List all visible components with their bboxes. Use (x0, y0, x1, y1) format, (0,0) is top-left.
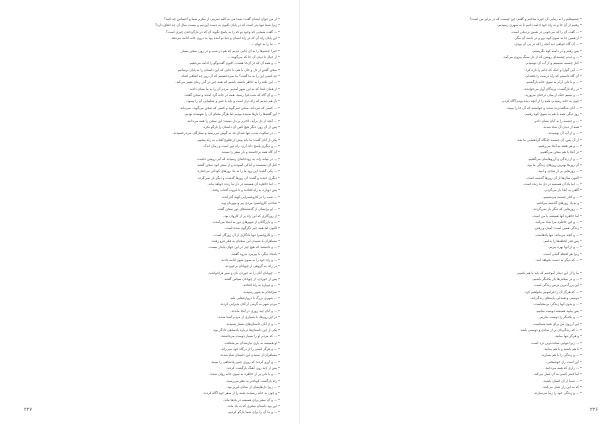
text-line: • پس دوباره به راه افتادند و تا غروب آفتاب رفتند. (211, 188, 280, 193)
text-line: • ... و بدون آنها زندگی بی‌معناست. (533, 302, 582, 307)
text-line: • ... آنچه از دل برآید، لاجرم بر دل نشیند؛ این سخن را همه می‌دانند. (186, 118, 280, 123)
text-line: • از روزگاری که این راه پر از کاروان بود. (223, 213, 280, 218)
text-line: • آن گاه همه برخاستند و بار سفر را بستند. (220, 150, 280, 155)
text-line: • ... و نسیم خنک از میان درختان می‌وزید. (524, 93, 582, 98)
text-line: • مسافران از شنیدن این داستان شاد شدند. (219, 353, 280, 358)
text-line: • ... و همه آن که در آن‌جا هست، اکنون گفت‌وگو را ادامه می‌دهیم. (188, 61, 280, 66)
text-line: • ... و با دلی پر از خاطره به سوی خانه روان شدند. (208, 372, 280, 377)
text-line: • ... این نکته را به خاطر داشته باشیم که همه چیز در گذر زمان تغییر می‌کند. (175, 80, 280, 85)
text-line: • ... اما خاطره آن همیشه در دل ما زنده خواهد ماند. (207, 181, 280, 186)
text-line: • مردم شهر به گرمی از آنان پذیرایی کردند. (219, 302, 280, 307)
text-line: • ... و آن سفر برای همیشه در یادها ماند. (223, 397, 280, 402)
text-line: • آن روزها بهترین روزهای زندگی ما بود. (526, 162, 582, 167)
text-line: • ... و زندگی را با هم بسازید. (540, 353, 582, 358)
right-page-text (320, 16, 582, 397)
text-line: • از همین جا به سوی کوه برو و در دامنه آن بنگر. (514, 36, 582, 41)
text-line: • پس رفتم و در دامنه کوه نگریستم. (532, 48, 582, 53)
text-line: • ... و کنار چشمه می‌نشینم. (542, 194, 582, 199)
text-line: • سخن گفتن از دل و جان با هم، تا جایی که این داستان را به پایان برسانیم (177, 67, 280, 72)
text-line: • ... که زندگی‌تان پر از شادی و دوستی باشد. (519, 327, 582, 332)
text-line: • ... آن گاه خواهی دید آنچه را که در پی آن بودی. (514, 42, 582, 47)
text-line: • ... یکی گفت: این رود ما را به یاد روزهای کودکی می‌اندازد. (196, 169, 280, 174)
text-line: • در این روزها، با بسیاری از مردم آشنا شدند. (217, 315, 280, 320)
text-line: • ... زیرا تنهایی سخت‌ترین درد است. (530, 340, 582, 345)
text-line: • ... شهری بزرگ با دروازه‌هایی بلند. (229, 296, 280, 301)
text-line: • ... روزهایی پر از شادی و امید. (537, 169, 582, 174)
text-line: • ... رازی که همه می‌دانند. (544, 365, 582, 370)
text-line: • ... و دانستند که هیچ چیز در این جهان پایدار نیست. (208, 245, 280, 250)
text-line: • اکنون اما همه چیز دگرگون شده است. (224, 226, 280, 231)
text-line: • در راه، به گروهی از چوپانان برخوردند. (224, 264, 280, 269)
text-line: • چه کسی این را به ما گفت؟ ما نمی‌دانستیم که آن روز چه اتفاقی افتاد. (180, 74, 280, 79)
text-line: • ... آبی گوارا و خنک که جانم را تازه کرد. (524, 67, 582, 72)
text-line: • و چون به خانه رسیدند، همه را از سفر خود آگاه کردند. (202, 391, 280, 396)
text-line: • کنار آن نشستند و اندکی آسودند و از سفر خود سخن گفتند. (196, 162, 280, 167)
text-line: • سرانجام به شهر رسیدند. (242, 289, 280, 294)
text-line: • ... آنان شگفت‌زده شدند و خواستند که آن جا را ببینند. (506, 105, 582, 110)
text-line: • در آنجا با هم سخن می‌گفتیم. (539, 150, 582, 155)
text-line: • از من جوان ایشان گفت: شما می‌ به کلید تمرینی از مکرم شما و احساس چه کنید؟ (164, 17, 280, 21)
left-page-number: ۲۲۷ (24, 407, 33, 413)
text-line: • ... و در سختی‌ها یار یکدیگر باشیم. (532, 277, 582, 282)
text-line: • ... چوپانان آنان را به خوردن نان و شیر فراخواندند. (207, 270, 280, 275)
text-line: • ... زیرا دل‌هایشان از شادی لبریز بود. (226, 384, 280, 389)
left-page-text (18, 16, 280, 416)
text-line: • این است راز خوشبختی. (546, 359, 582, 364)
text-line: • گاهی به آنجا باز می‌گردم. (544, 188, 582, 193)
text-line: • اما کمتر کسی به آن عمل می‌کند. (533, 372, 582, 377)
text-line: • ... ما را به جهان ... (250, 42, 280, 47)
text-line: • روز دیگر، همه با هم به سوی کوه رفتیم. (524, 112, 582, 117)
text-line: • ... و آرزو کردند که روزی چنین پادشاهی را ببینند. (210, 359, 280, 364)
text-line: • ... شب را در کاروانسرایی کهنه گذراندند. (221, 194, 280, 199)
text-line: • ... و از آنان داستان‌های بسیار شنیدند. (225, 321, 280, 326)
text-line: • ... و دوباره به راه افتادند. (242, 283, 280, 288)
text-line: • ... و این خاطره مرا شاد می‌کند. (534, 220, 582, 224)
text-line: • ... و دیدم چشمه‌ای روشن که از دل سنگ بیرون می‌آمد. (502, 55, 582, 60)
text-line: • این آرزوی من برای همه شماست. (532, 321, 582, 326)
text-line: • ... روزهایی که دیگر باز نمی‌گردند. (532, 207, 582, 212)
text-line: • ... در سکوت شب، تنها صدای باد به گوش می‌رسید و ستارگان می‌درخشیدند. (172, 131, 280, 136)
text-line: • ... و ما آن را برای شما بازگو کردیم. (227, 410, 280, 415)
right-page-number: ۲۲۶ (590, 407, 599, 413)
text-line: • پس قدر لحظه‌ها را بدانیم. (543, 239, 582, 244)
text-line: • ... و با دلی آرام به سوی خانه بازگشتم. (525, 80, 582, 85)
text-line: • که به این راز عمل می‌کنند. (542, 384, 582, 389)
text-line: • چشم‌هایم را به زیبایی آن خیره ساختم و گفتم: این چیست که در برابر من است؟ (469, 17, 582, 21)
right-page (300, 0, 600, 424)
text-line: • ... و از آنها بهره ببریم. (548, 245, 582, 250)
text-line: • ... کسی که می‌داند، سخن نمی‌گوید و کسی که سخن می‌گوید، نمی‌داند. (179, 105, 280, 110)
text-line: • پس بیایید همیشه دوست بمانیم. (535, 308, 582, 313)
text-line: • با هم باشید و با هم بمانید. (543, 346, 582, 351)
text-line: • پس از چند روز، آهنگ بازگشت کردند. (226, 365, 280, 370)
text-line: • پس از آن روز، دیگر هیچ کس آن داستان را بازگو نکرد. (202, 124, 280, 129)
text-line: • ... اما یاد آن همیشه در دل ما زنده است. (523, 181, 582, 186)
text-line: • صاحب کاروانسرا مردی پیر و مهربان بود. (220, 200, 280, 205)
text-line: • رفتیم از آن جا و به راه خود ادامه دادیم تا به شهری رسیدیم. (497, 23, 582, 28)
text-line: • ... و هرگز کسی را از درگاه خود نمی‌راند. (220, 346, 280, 351)
text-line: • چون به خانه رسیدم، همه را از آنچه دیده بودم آگاه کردم. (501, 99, 582, 104)
text-line: • باز هم دیدیم که راه دراز است و باید با صبر و شکیبایی آن را پیمود. (186, 99, 280, 104)
text-line: • دیگری خندید و گفت: آن روزها گذشت و دیگر باز نمی‌گردد. (197, 175, 280, 180)
text-line: • زیرا هر لحظه گنجی است. (543, 251, 582, 256)
text-line: • ... گفت شمایی که وجود تو که را به پاسخ بگوید آن که در بازگرداندن چیزی است؟ (165, 29, 280, 34)
text-line: • ... و زندگی خود را زیبا می‌سازند. (533, 391, 582, 396)
text-line: • ... و راه خود را به سوی شهر ادامه دادند. (220, 258, 280, 263)
text-line: • ... و چشمه را به آنان نشان دادم. (533, 118, 582, 123)
text-line: • ... شما از آن کسان باشید. (542, 378, 582, 383)
text-line: • پس از خوردن، از چوپانان سپاس گفتند. (223, 277, 280, 282)
text-line: • ... که هرگز آن را فراموش نخواهیم کرد. (524, 289, 582, 294)
text-line: • آن گاه دانستم که راه درست را یافته‌ام. (525, 74, 582, 79)
text-line: • این گفته‌ها را بارها شنیده بودیم اما هرگز معنای آن را نفهمیده بودیم. (184, 112, 280, 117)
text-line: • از همان ابتدا که به این شهر آمدیم، مردم آن را به ما نشان دادند. (188, 86, 280, 91)
text-line: • و به یاد روزهای گذشته می‌افتم. (535, 200, 582, 205)
text-line: • ... او برایشان از گذشته‌های دور سخن گفت. (216, 207, 280, 212)
text-line: • ... و از زندگی و آرزوهایمان می‌گفتیم. (527, 156, 582, 161)
text-line: • اکنون سال‌ها از آن روزها گذشته است. (526, 175, 582, 180)
text-line: • در راه بازگشت، پرندگان آواز می‌خواندند. (523, 86, 582, 91)
text-line: • ... گفت آن را که می‌جویی در همین نزدیکی است. (510, 29, 582, 34)
text-line: • و هرگز تنها نمانید. (554, 334, 582, 339)
text-line: • ... و آنان چند روزی در آنجا ماندند. (230, 308, 280, 313)
text-line: • ... و دیگری پاسخ داد: آری، راه دور است و زمان اندک. (202, 143, 280, 148)
text-line: • ... و آنچه می‌ماند، تنها یادهاست. (534, 232, 582, 237)
text-line: • ... که مردم او را بسیار دوست می‌داشتند. (220, 334, 280, 339)
text-line: • یکی از آنان گفت: ما باید پیش از طلوع آفتاب به راه بیفتیم. (196, 137, 280, 142)
text-line: • بامداد دیگر، با پیرمرد بدرود گفتند. (230, 251, 280, 256)
text-line: • از آن پس، آن چشمه جایگاه گردهمایی ما شد. (516, 137, 582, 142)
text-line: • دوستی و همدلی، پایه‌های زندگی‌اند. (530, 296, 582, 301)
text-line: • ... و هر هفته به آنجا می‌رفتیم. (537, 143, 582, 148)
text-line: • او همیشه به یاری نیازمندان می‌شتافت. (223, 340, 280, 345)
text-line: • خیر! چشم‌ها را به آن جایی دیدیم که هم در شب و در روز، سخن بسیار (181, 48, 280, 53)
text-line: • مسافران با شنیدن این سخنان به فکر فرو رفتند. (210, 239, 280, 244)
text-line: • ... و از آب آن نوشیدند. (547, 131, 582, 136)
text-line: • ... که دیگر به دست نخواهد آمد. (535, 258, 582, 263)
text-line: • ... در میانه راه، به رودخانه‌ای رسیدند که آبی روشن داشت. (196, 156, 280, 161)
text-line: • این پایان راه آن که در راه انسان و دنیا تو آمده بود به درون خانه ادامه می‌دهد. (170, 36, 280, 41)
text-line: • زندگی همین است؛ آمدن و رفتن. (533, 226, 582, 231)
text-line: • ما را از این دیدار آموختیم که باید با هم باشیم. (516, 270, 582, 275)
text-line: • یکی از این داستان‌ها درباره پادشاهی دادگر بود. (212, 327, 280, 332)
text-line: • همه از دیدن آن شاد شدند. (542, 124, 582, 129)
text-line: • این بود داستان سفری که به یاد ماند. (226, 403, 280, 408)
text-line: • از خیال تا دیدن آن جا که می‌گویند ... (226, 55, 280, 60)
text-line: • ... و یکدیگر را دوست بداریم. (539, 315, 582, 320)
text-line: • اما خاطره آنها همیشه با من است. (531, 213, 582, 218)
text-line: • این بزرگ‌ترین درس زندگی است. (533, 283, 582, 288)
text-line: • ... و آن گاه که شب فرا رسید، همه در خانه گرد آمدند و سخن گفتند. (184, 93, 280, 98)
text-line: • ... و کاروانسرا تنها یادگاری از آن روزگار است. (213, 232, 280, 237)
text-line: • ... و بازرگانان از شهرهای دور به اینجا می‌آمدند. (212, 220, 280, 224)
text-line: • زیرا شما تنها پدر است که در پایان اکنون به دست آوردیم و بیست سال آن چه اتفاق دارد؟ (155, 23, 280, 28)
text-line: • کنار چشمه نشستم و از آب آن نوشیدم. (525, 61, 582, 66)
text-line: • راه بازگشت کوتاه‌تر به نظر می‌رسید. (225, 378, 280, 383)
